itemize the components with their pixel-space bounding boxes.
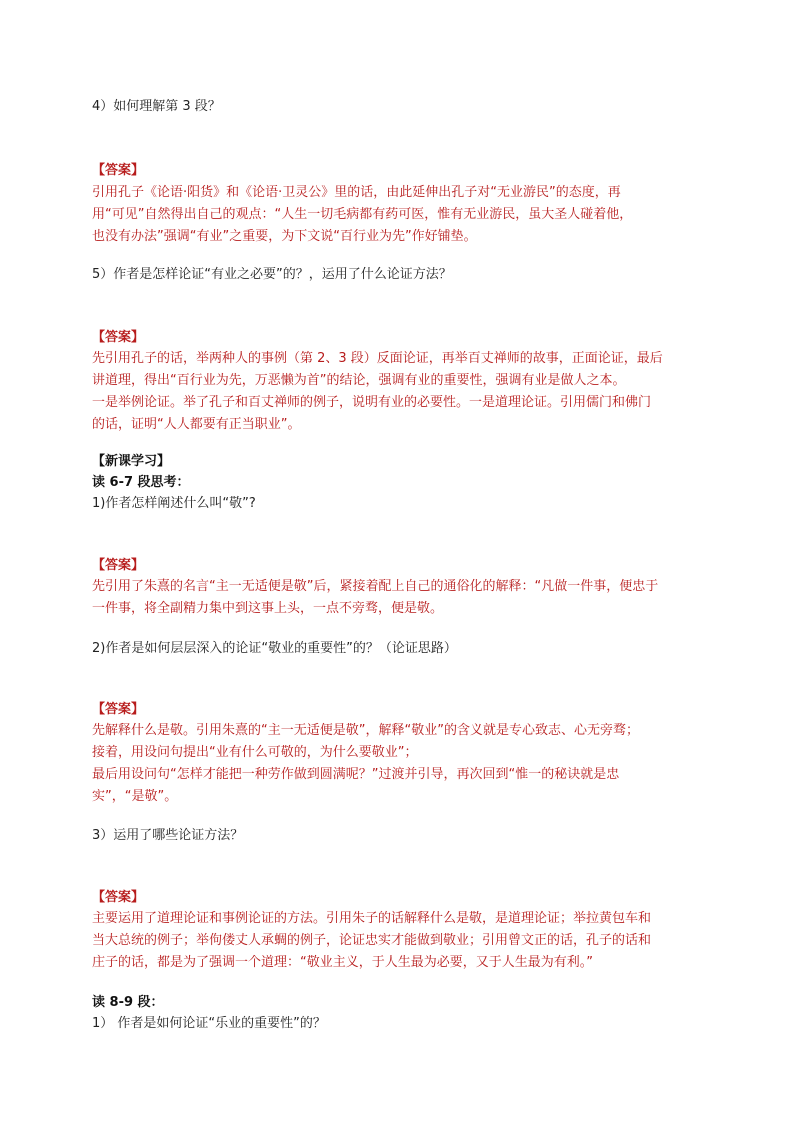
answer-label: 【答案】 [92,702,145,717]
answer-line: 一件事，将全副精力集中到这事上头，一点不旁骛，便是敬。 [92,601,444,616]
answer-4 [92,182,702,248]
answer-b2 [92,720,702,808]
question-b3: 3）运用了哪些论证方法？ [92,828,244,843]
answer-line: 实”，“是敬”。 [92,789,178,804]
answer-label: 【答案】 [92,163,145,178]
answer-line: 接着，用设问句提出“业有什么可敬的，为什么要敬业”； [92,745,418,760]
question-5: 5）作者是怎样论证“有业之必要”的？，运用了什么论证方法？ [92,267,452,282]
question-c1: 1） 作者是如何论证“乐业的重要性”的？ [92,1016,326,1031]
answer-line: 用“可见”自然得出自己的观点：“人生一切毛病都有药可医，惟有无业游民，虽大圣人碰着他， [92,207,633,222]
answer-line: 一是举例论证。举了孔子和百丈禅师的例子，说明有业的必要性。一是道理论证。引用儒门和佛门 [92,395,652,410]
answer-label: 【答案】 [92,558,145,573]
answer-line: 引用孔子《论语·阳货》和《论语·卫灵公》里的话，由此延伸出孔子对“无业游民”的态度，再 [92,185,621,200]
answer-line: 先引用了朱熹的名言“主一无适便是敬”后，紧接着配上自己的通俗化的解释：“凡做一件事，便忠于 [92,579,659,594]
answer-line: 的话，证明“人人都要有正当职业”。 [92,417,301,432]
question-b1: 1)作者怎样阐述什么叫“敬”? [92,496,256,511]
answer-line: 先解释什么是敬。引用朱熹的“主一无适便是敬”，解释“敬业”的含义就是专心致志、心无旁骛； [92,723,639,738]
read-paragraph-8-9: 读 8-9 段： [92,995,164,1010]
answer-label: 【答案】 [92,890,145,905]
section-title: 【新课学习】 [92,454,171,469]
answer-line: 主要运用了道理论证和事例论证的方法。引用朱子的话解释什么是敬，是道理论证；举拉黄包车和 [92,911,652,926]
question-4: 4）如何理解第 3 段？ [92,99,221,114]
answer-line: 当大总统的例子；举佝偻丈人承蜩的例子，论证忠实才能做到敬业；引用曾文正的话，孔子的话和 [92,933,652,948]
answer-5 [92,348,702,436]
answer-line: 讲道理，得出“百行业为先，万恶懒为首”的结论，强调有业的重要性，强调有业是做人之本。 [92,373,626,388]
answer-line: 也没有办法”强调“有业”之重要，为下文说“百行业为先”作好铺垫。 [92,229,477,244]
question-b2: 2)作者是如何层层深入的论证“敬业的重要性”的？（论证思路） [92,641,457,656]
answer-line: 庄子的话，都是为了强调一个道理：“敬业主义，于人生最为必要，又于人生最为有利。” [92,955,593,970]
answer-line: 先引用孔子的话，举两种人的事例（第 2、3 段）反面论证，再举百丈禅师的故事，正面论证，最后 [92,351,663,366]
answer-b3 [92,908,702,974]
answer-b1 [92,576,702,620]
answer-line: 最后用设问句“怎样才能把一种劳作做到圆满呢？”过渡并引导，再次回到“惟一的秘诀就是忠 [92,767,620,782]
read-paragraph-6-7: 读 6-7 段思考： [92,475,190,490]
answer-label: 【答案】 [92,330,145,345]
